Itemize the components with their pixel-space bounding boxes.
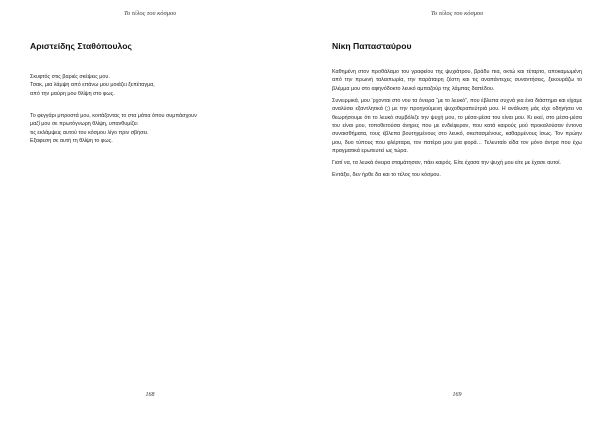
- poem-line: Τσακ, μια λάμψη από επάνω μου μοιάζει ξεπέταγμα,: [30, 82, 155, 89]
- author-name: Νίκη Παπασταύρου: [332, 41, 412, 51]
- paragraph: Καθημένη στον προθάλαμο του γραφείου της ψυχιάτρου, βράδυ πια, οκτώ και τέταρτο, αποκαμωμένη από την πρωινή ταλαιπωρία, την παράταιρη ζέστη και τις αναπάντεχες συναντήσεις, ξεκουράζω το βλέμμα μου στο αφηνόδοκτο λευκό αμπαζούρ της λάμπας δαπέδου.: [332, 69, 582, 92]
- paragraph: Εντάξει, δεν ήρθε δα και το τέλος του κόσμου.: [332, 172, 441, 179]
- right-page: [332, 0, 582, 424]
- poem-line: από την μαύρη μου θλίψη στο φως.: [30, 90, 115, 97]
- prose-text: [332, 68, 582, 183]
- left-page: [30, 0, 270, 424]
- paragraph: Συνειρμικά, μου ’ρχονται στο νου τα όνειρα “με το λευκό”, που έβλεπα συχνά για ένα διάστημα και είχαμε αναλύσει εξαντλητικά (;) με την προηγούμενη ψυχοθεραπεύτριά μου. Η ανάλυση μάς είχε οδηγήσει να θεωρήσουμε ότι το λευκό συμβόλιζε την ψυχή μου, το μέσα-μέσα του είναι μου. Κι εκεί, στο μέσα-μέσα του είναι μου, τοποθετούσα άνηρες που με ενδιέφεραν, που κατά καιρούς μού προκαλούσαν έντονα συναισθήματα, τους έβλεπα βουτηγμένους στο λευκό, σκεπασμένους, καθαρμένους ίσως. Τον πρώην μου, δυο τύπους που φλέρταρα, τον πατέρα μου μια φορά… Τελευταίο είδα τον μόνο άντρα που έχω πραγματικά ερωτευτεί ως τώρα.: [332, 97, 582, 155]
- poem-line: τις εκλάμψεις αυτού του κόσμου λίγο πριν σβήσει.: [30, 129, 149, 136]
- running-head: Το τέλος του κόσμου: [430, 10, 484, 17]
- poem-line: μαζί μου σε πρωτόγνωρη θλίψη, υπανθυμίζει: [30, 121, 138, 128]
- poem-line: Σκυφτός στις βαριές σκέψεις μου.: [30, 74, 110, 80]
- page-number: 169: [452, 392, 462, 398]
- page-number: 168: [145, 392, 155, 398]
- author-name: Αριστείδης Σταθόπουλος: [30, 41, 132, 51]
- poem-stanza-1: [30, 73, 270, 98]
- paragraph: Γιατί να, τα λευκά όνειρα σταμάτησαν, πάει καιρός. Είτε έχασα την ψυχή μου είτε με έχασε αυτοί.: [332, 160, 561, 167]
- poem-line: Εξαφεση σε αυτή τη θλίψη το φως.: [30, 138, 113, 145]
- running-head: Το τέλος του κόσμου: [123, 10, 177, 17]
- poem-stanza-2: [30, 112, 270, 146]
- poem-line: Το φεγγάρι μπροστά μου, κοιτάζοντας το στα μάτια όπου συμπάσχουν: [30, 113, 197, 119]
